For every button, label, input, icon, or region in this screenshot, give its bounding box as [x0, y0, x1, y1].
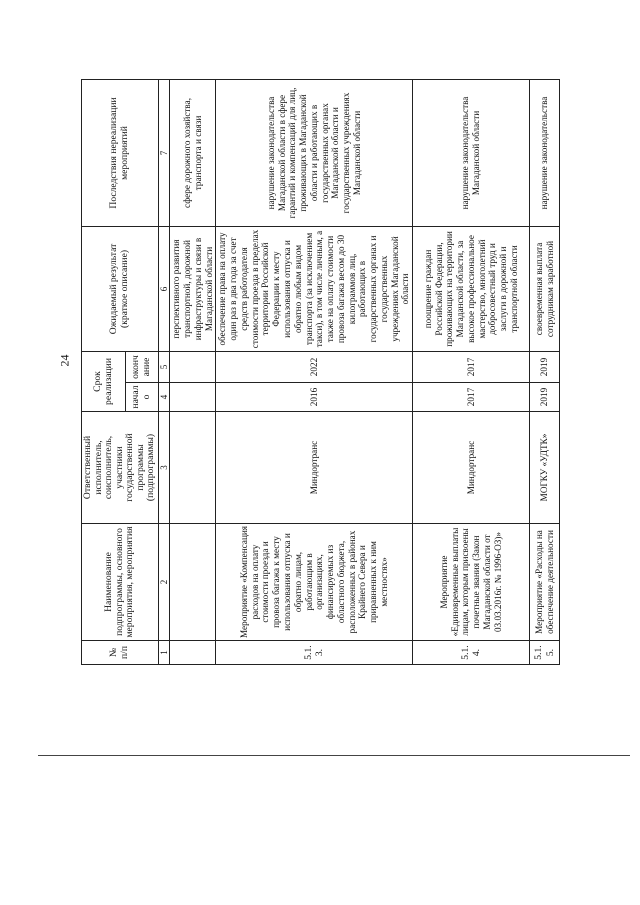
row-number	[170, 641, 216, 665]
header-name: Наименование подпрограммы, основного мероприятия, мероприятия	[82, 524, 159, 641]
column-number: 3	[158, 412, 170, 524]
activity-result: своевременная выплата сотрудникам заработной	[530, 226, 560, 351]
column-number: 1	[158, 641, 170, 665]
activity-consequences: нарушение законодательства Магаданской области в сфере гарантий и компенсаций для лиц, проживающих в Магаданской области и работающих в государственных органах Магаданской области и государственных учреждениях Магаданской области	[216, 79, 413, 226]
rotated-table-container	[81, 80, 556, 665]
activity-executor: Миндортранс	[216, 412, 413, 524]
activity-executor	[170, 412, 216, 524]
row-number: 5.1.4.	[413, 641, 530, 665]
header-result: Ожидаемый результат (краткое описание)	[82, 226, 159, 351]
row-number: 5.1.5.	[530, 641, 560, 665]
column-number: 4	[158, 383, 170, 412]
activity-end: 2019	[530, 351, 560, 382]
row-number: 5.1.3.	[216, 641, 413, 665]
activity-result: поощрение граждан Российской Федерации, проживающих на территории Магаданской области, за высокое профессиональное мастерство, многолетний добросовестный труд и заслуги в дорожной и транспортной области	[413, 226, 530, 351]
activity-end: 2017	[413, 351, 530, 382]
activity-name: Мероприятие «Единовременные выплаты лицам, которым присвоены почетные звания (Закон Магаданской области от 03.03.2016г. № 1996-ОЗ)»	[413, 524, 530, 641]
column-number: 2	[158, 524, 170, 641]
activity-end: 2022	[216, 351, 413, 382]
header-start: начало	[126, 383, 159, 412]
column-numbers-row	[158, 79, 170, 664]
activity-start: 2016	[216, 383, 413, 412]
column-number: 5	[158, 351, 170, 382]
activity-result: перспективного развития транспортной, дорожной инфраструктуры и связи в Магаданской области	[170, 226, 216, 351]
header-num: № п/п	[82, 641, 159, 665]
activity-consequences: сфере дорожного хозяйства, транспорта и связи	[170, 79, 216, 226]
activity-consequences: нарушение законодательства Магаданской области	[413, 79, 530, 226]
activity-consequences: нарушение законодательства	[530, 79, 560, 226]
header-executor: Ответственный исполнитель, соисполнитель, участники государственной программы (подпрограммы)	[82, 412, 159, 524]
table-row	[413, 79, 530, 664]
header-consequences: Последствия нереализации мероприятий	[82, 79, 159, 226]
header-end: окончание	[126, 351, 159, 382]
page-number: 24	[57, 354, 72, 367]
activity-executor: Миндортранс	[413, 412, 530, 524]
table-row	[216, 79, 413, 664]
activity-end	[170, 351, 216, 382]
column-number: 7	[158, 79, 170, 226]
activity-name: Мероприятие «Компенсация расходов на оплату стоимости проезда и провоза багажа к месту использования отпуска и обратно лицам, работающим в организациях, финансируемых из областного бюджета, расположенных в районах Крайнего Севера и приравненных к ним местностях»	[216, 524, 413, 641]
activity-name	[170, 524, 216, 641]
page-divider-line	[38, 755, 630, 756]
column-number: 6	[158, 226, 170, 351]
header-period: Срок реализации	[82, 351, 126, 411]
activity-start: 2019	[530, 383, 560, 412]
header-row-1	[82, 79, 126, 664]
activity-start: 2017	[413, 383, 530, 412]
program-activities-table	[81, 79, 560, 665]
table-row	[170, 79, 216, 664]
activity-name: Мероприятие «Расходы на обеспечение деятельности	[530, 524, 560, 641]
activity-result: обеспечение права на оплату один раз в два года за счет средств работодателя стоимости проезда в пределах территории Российской Федерации к месту использования отпуска и обратно любым видом транспорта (за исключением такси), в том числе личным, а также на оплату стоимости провоза багажа весом до 30 килограммов лиц, работающих в государственных органах и государственных учреждениях Магаданской области	[216, 226, 413, 351]
table-row	[530, 79, 560, 664]
activity-start	[170, 383, 216, 412]
activity-executor: МОГКУ «УДТК»	[530, 412, 560, 524]
